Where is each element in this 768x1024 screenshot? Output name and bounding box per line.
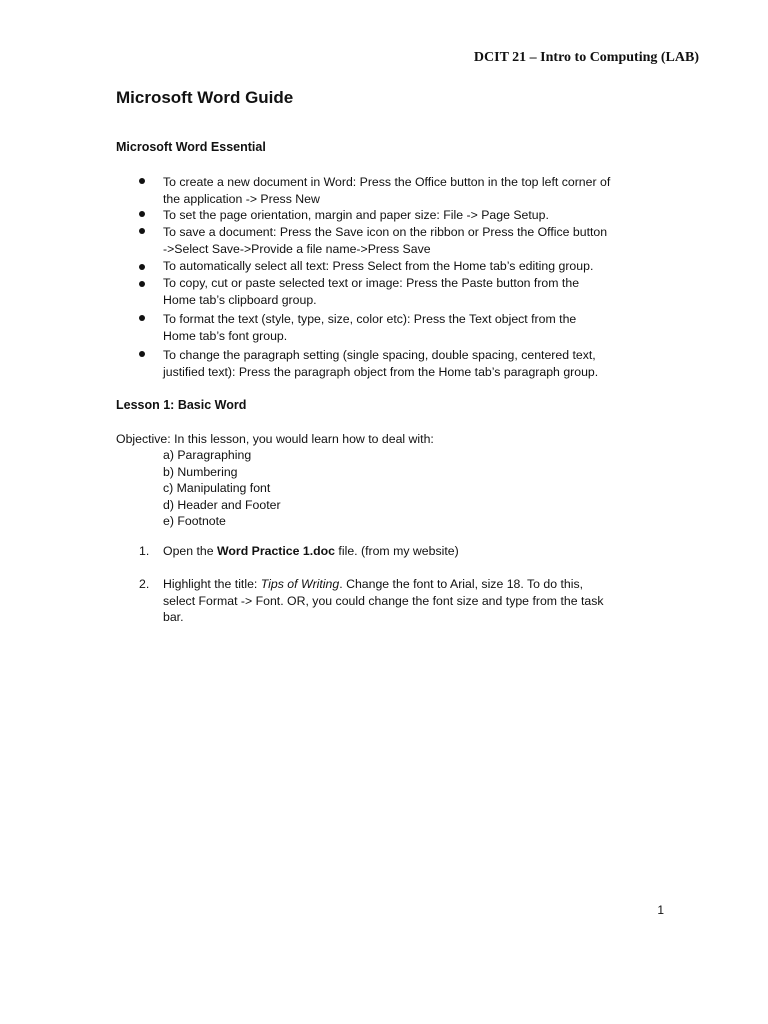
step-text-line: bar. bbox=[163, 610, 184, 624]
step-number: 1. bbox=[139, 544, 150, 558]
title-reference: Tips of Writing bbox=[260, 577, 340, 591]
bullet-icon bbox=[139, 211, 145, 217]
step-text: Highlight the title: bbox=[163, 577, 261, 591]
objective-text: Objective: In this lesson, you would learn how to deal with: bbox=[116, 432, 434, 446]
list-item: c) Manipulating font bbox=[163, 481, 271, 495]
document-title: Microsoft Word Guide bbox=[116, 88, 294, 107]
topic-list bbox=[163, 447, 281, 530]
bullet-icon bbox=[139, 351, 145, 357]
bullet-text-line: To copy, cut or paste selected text or image: Press the Paste button from the bbox=[163, 276, 580, 290]
bullet-icon bbox=[139, 315, 145, 321]
bullet-text-line: justified text): Press the paragraph object from the Home tab’s paragraph group. bbox=[163, 364, 599, 379]
bullet-text-line: Home tab’s font group. bbox=[163, 328, 288, 343]
list-item: a) Paragraphing bbox=[163, 448, 252, 462]
step-number: 2. bbox=[139, 577, 150, 591]
bullet-text-line: To create a new document in Word: Press the Office button in the top left corner of bbox=[163, 175, 611, 189]
page-number: 1 bbox=[657, 903, 664, 917]
bullet-text-line: To set the page orientation, margin and paper size: File -> Page Setup. bbox=[163, 208, 549, 222]
list-item: e) Footnote bbox=[163, 514, 226, 528]
lesson-heading: Lesson 1: Basic Word bbox=[116, 398, 247, 412]
bullet-text-line: Home tab’s clipboard group. bbox=[163, 292, 317, 307]
step-text: Open the bbox=[163, 544, 218, 558]
list-item: d) Header and Footer bbox=[163, 497, 281, 512]
step-text-line: select Format -> Font. OR, you could change the font size and type from the task bbox=[163, 593, 604, 608]
bullet-text-line: the application -> Press New bbox=[163, 191, 320, 206]
file-name: Word Practice 1.doc bbox=[217, 544, 336, 558]
bullet-icon bbox=[139, 264, 145, 270]
bullet-icon bbox=[139, 281, 145, 287]
bullet-text-line: To format the text (style, type, size, color etc): Press the Text object from the bbox=[163, 312, 577, 326]
bullet-icon bbox=[139, 228, 145, 234]
bullet-icon bbox=[139, 178, 145, 184]
bullet-text-line: To change the paragraph setting (single spacing, double spacing, centered text, bbox=[163, 348, 596, 362]
essentials-heading: Microsoft Word Essential bbox=[116, 140, 266, 154]
step-text: . Change the font to Arial, size 18. To do this, bbox=[339, 577, 584, 591]
bullet-text-line: ->Select Save->Provide a file name->Press Save bbox=[163, 241, 431, 256]
bullet-text-line: To save a document: Press the Save icon on the ribbon or Press the Office button bbox=[163, 225, 608, 239]
step-text: file. (from my website) bbox=[335, 544, 459, 558]
course-header: DCIT 21 – Intro to Computing (LAB) bbox=[473, 50, 699, 65]
bullet-text-line: To automatically select all text: Press Select from the Home tab’s editing group. bbox=[163, 259, 594, 273]
list-item: b) Numbering bbox=[163, 464, 238, 479]
